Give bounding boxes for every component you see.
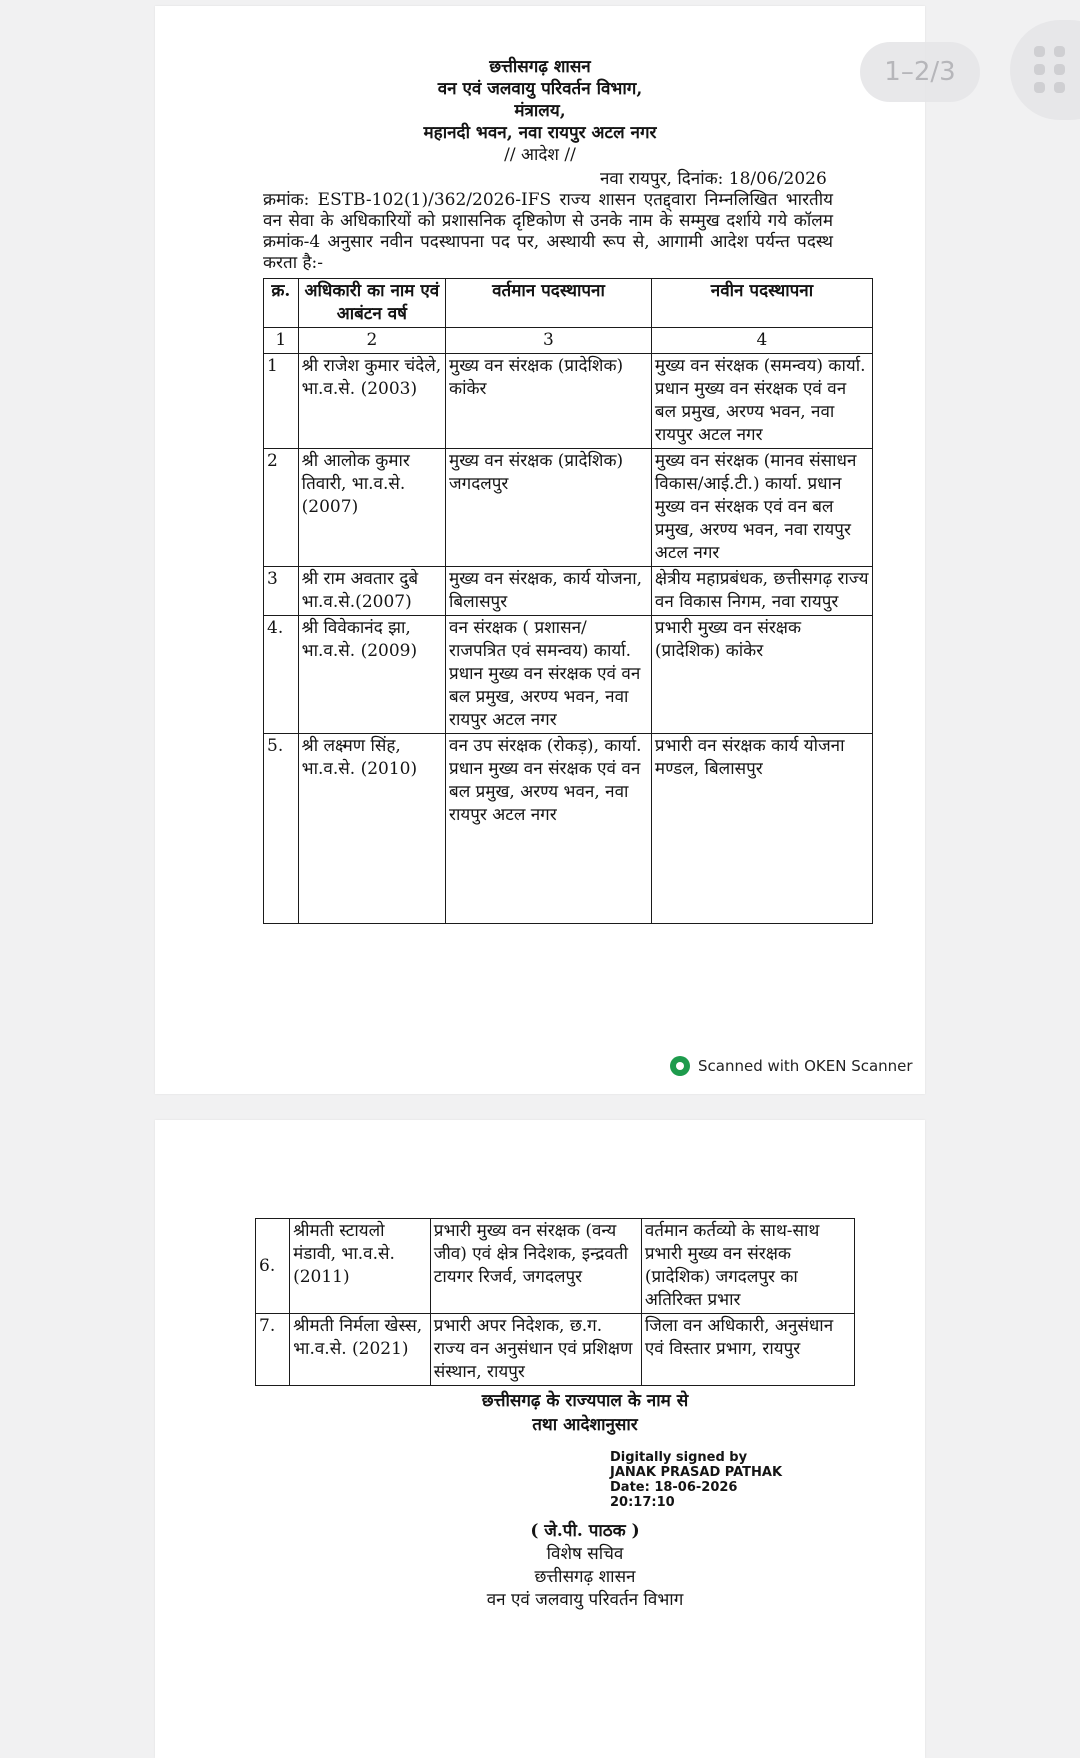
row-serial: 4. — [264, 616, 299, 734]
new-posting: मुख्य वन संरक्षक (समन्वय) कार्या. प्रधान मुख्य वन संरक्षक एवं वन बल प्रमुख, अरण्य भवन, नवा रायपुर अटल नगर — [651, 354, 872, 449]
page-indicator[interactable]: 1–2/3 — [860, 42, 980, 102]
table-row — [264, 734, 873, 924]
officer-name: श्रीमती निर्मला खेस्स, भा.व.से. (2021) — [290, 1314, 431, 1386]
col-number: 2 — [298, 328, 445, 354]
signatory-name: ( जे.पी. पाठक ) — [530, 1521, 640, 1541]
col-number: 3 — [446, 328, 652, 354]
officer-name: श्री राजेश कुमार चंदेले, भा.व.से. (2003) — [298, 354, 445, 449]
row-serial: 6. — [256, 1219, 290, 1314]
table-row — [264, 616, 873, 734]
new-posting: प्रभारी वन संरक्षक कार्य योजना मण्डल, बिलासपुर — [651, 734, 872, 924]
new-posting: जिला वन अधिकारी, अनुसंधान एवं विस्तार प्रभाग, रायपुर — [641, 1314, 854, 1386]
row-serial: 2 — [264, 449, 299, 567]
officer-name: श्री लक्ष्मण सिंह, भा.व.से. (2010) — [298, 734, 445, 924]
new-posting: वर्तमान कर्तव्यो के साथ-साथ प्रभारी मुख्य वन संरक्षक (प्रादेशिक) जगदलपुर का अतिरिक्त प्रभार — [641, 1219, 854, 1314]
order-heading: // आदेश // — [504, 145, 576, 165]
current-posting: वन उप संरक्षक (रोकड़), कार्या. प्रधान मुख्य वन संरक्षक एवं वन बल प्रमुख, अरण्य भवन, नवा रायपुर अटल नगर — [446, 734, 652, 924]
current-posting: मुख्य वन संरक्षक (प्रादेशिक) जगदलपुर — [446, 449, 652, 567]
header-dept: वन एवं जलवायु परिवर्तन विभाग, — [437, 79, 643, 99]
table-row — [256, 1314, 855, 1386]
row-serial: 7. — [256, 1314, 290, 1386]
closing-line-2: तथा आदेशानुसार — [532, 1415, 638, 1435]
officer-name: श्री विवेकानंद झा, भा.व.से. (2009) — [298, 616, 445, 734]
header-serial: क्र. — [264, 279, 299, 328]
officer-name: श्रीमती स्टायलो मंडावी, भा.व.से. (2011) — [290, 1219, 431, 1314]
document-page-2 — [155, 1120, 925, 1758]
digital-signature-time: 20:17:10 — [610, 1495, 675, 1510]
header-new-posting: नवीन पदस्थापना — [651, 279, 872, 328]
closing-line-1: छत्तीसगढ़ के राज्यपाल के नाम से — [481, 1391, 689, 1411]
column-number-row — [264, 328, 873, 354]
document-page-1 — [155, 6, 925, 1094]
table-row — [264, 354, 873, 449]
col-number: 1 — [264, 328, 299, 354]
header-address: महानदी भवन, नवा रायपुर अटल नगर — [423, 123, 657, 143]
officer-name: श्री राम अवतार दुबे भा.व.से.(2007) — [298, 567, 445, 616]
officer-name: श्री आलोक कुमार तिवारी, भा.व.से. (2007) — [298, 449, 445, 567]
signatory-designation: विशेष सचिव — [546, 1544, 624, 1564]
header-ministry: मंत्रालय, — [514, 101, 566, 121]
scanner-watermark — [670, 1056, 913, 1076]
new-posting: मुख्य वन संरक्षक (मानव संसाधन विकास/आई.टी.) कार्या. प्रधान मुख्य वन संरक्षक एवं वन बल प्रमुख, अरण्य भवन, नवा रायपुर अटल नगर — [651, 449, 872, 567]
new-posting: क्षेत्रीय महाप्रबंधक, छत्तीसगढ़ राज्य वन विकास निगम, नवा रायपुर — [651, 567, 872, 616]
col-number: 4 — [651, 328, 872, 354]
header-gov: छत्तीसगढ़ शासन — [489, 57, 591, 77]
current-posting: मुख्य वन संरक्षक (प्रादेशिक) कांकेर — [446, 354, 652, 449]
digital-signature-date: Date: 18-06-2026 — [610, 1480, 738, 1495]
table-row — [256, 1219, 855, 1314]
order-paragraph: क्रमांक: ESTB-102(1)/362/2026-IFS राज्य शासन एतद्द्वारा निम्नलिखित भारतीय वन सेवा के अधिकारियों को प्रशासनिक दृष्टिकोण से उनके नाम के सम्मुख दर्शाये गये कॉलम क्रमांक-4 अनुसार नवीन पदस्थापना पद पर, अस्थायी रूप से, आगामी आदेश पर्यन्त पदस्थ करता है:- — [263, 190, 833, 273]
postings-table-page2 — [255, 1218, 855, 1386]
table-header-row — [264, 279, 873, 328]
row-serial: 5. — [264, 734, 299, 924]
postings-table-page1 — [263, 278, 873, 924]
signatory-gov: छत्तीसगढ़ शासन — [534, 1567, 636, 1587]
digital-signature-line: Digitally signed by — [610, 1450, 748, 1465]
current-posting: मुख्य वन संरक्षक, कार्य योजना, बिलासपुर — [446, 567, 652, 616]
current-posting: वन संरक्षक ( प्रशासन/ राजपत्रित एवं समन्वय) कार्या. प्रधान मुख्य वन संरक्षक एवं वन बल प्रमुख, अरण्य भवन, नवा रायपुर अटल नगर — [446, 616, 652, 734]
row-serial: 3 — [264, 567, 299, 616]
scanner-label: Scanned with OKEN Scanner — [698, 1057, 913, 1075]
table-row — [264, 567, 873, 616]
new-posting: प्रभारी मुख्य वन संरक्षक (प्रादेशिक) कांकेर — [651, 616, 872, 734]
current-posting: प्रभारी अपर निदेशक, छ.ग. राज्य वन अनुसंधान एवं प्रशिक्षण संस्थान, रायपुर — [430, 1314, 641, 1386]
signatory-dept: वन एवं जलवायु परिवर्तन विभाग — [486, 1590, 684, 1610]
header-current-posting: वर्तमान पदस्थापना — [446, 279, 652, 328]
digital-signature-name: JANAK PRASAD PATHAK — [610, 1465, 783, 1480]
oken-scanner-logo-icon — [670, 1056, 690, 1076]
row-serial: 1 — [264, 354, 299, 449]
current-posting: प्रभारी मुख्य वन संरक्षक (वन्य जीव) एवं क्षेत्र निदेशक, इन्द्रवती टायगर रिजर्व, जगदलपुर — [430, 1219, 641, 1314]
place-date: नवा रायपुर, दिनांक: 18/06/2026 — [600, 169, 827, 189]
table-row — [264, 449, 873, 567]
header-officer: अधिकारी का नाम एवं आबंटन वर्ष — [298, 279, 445, 328]
